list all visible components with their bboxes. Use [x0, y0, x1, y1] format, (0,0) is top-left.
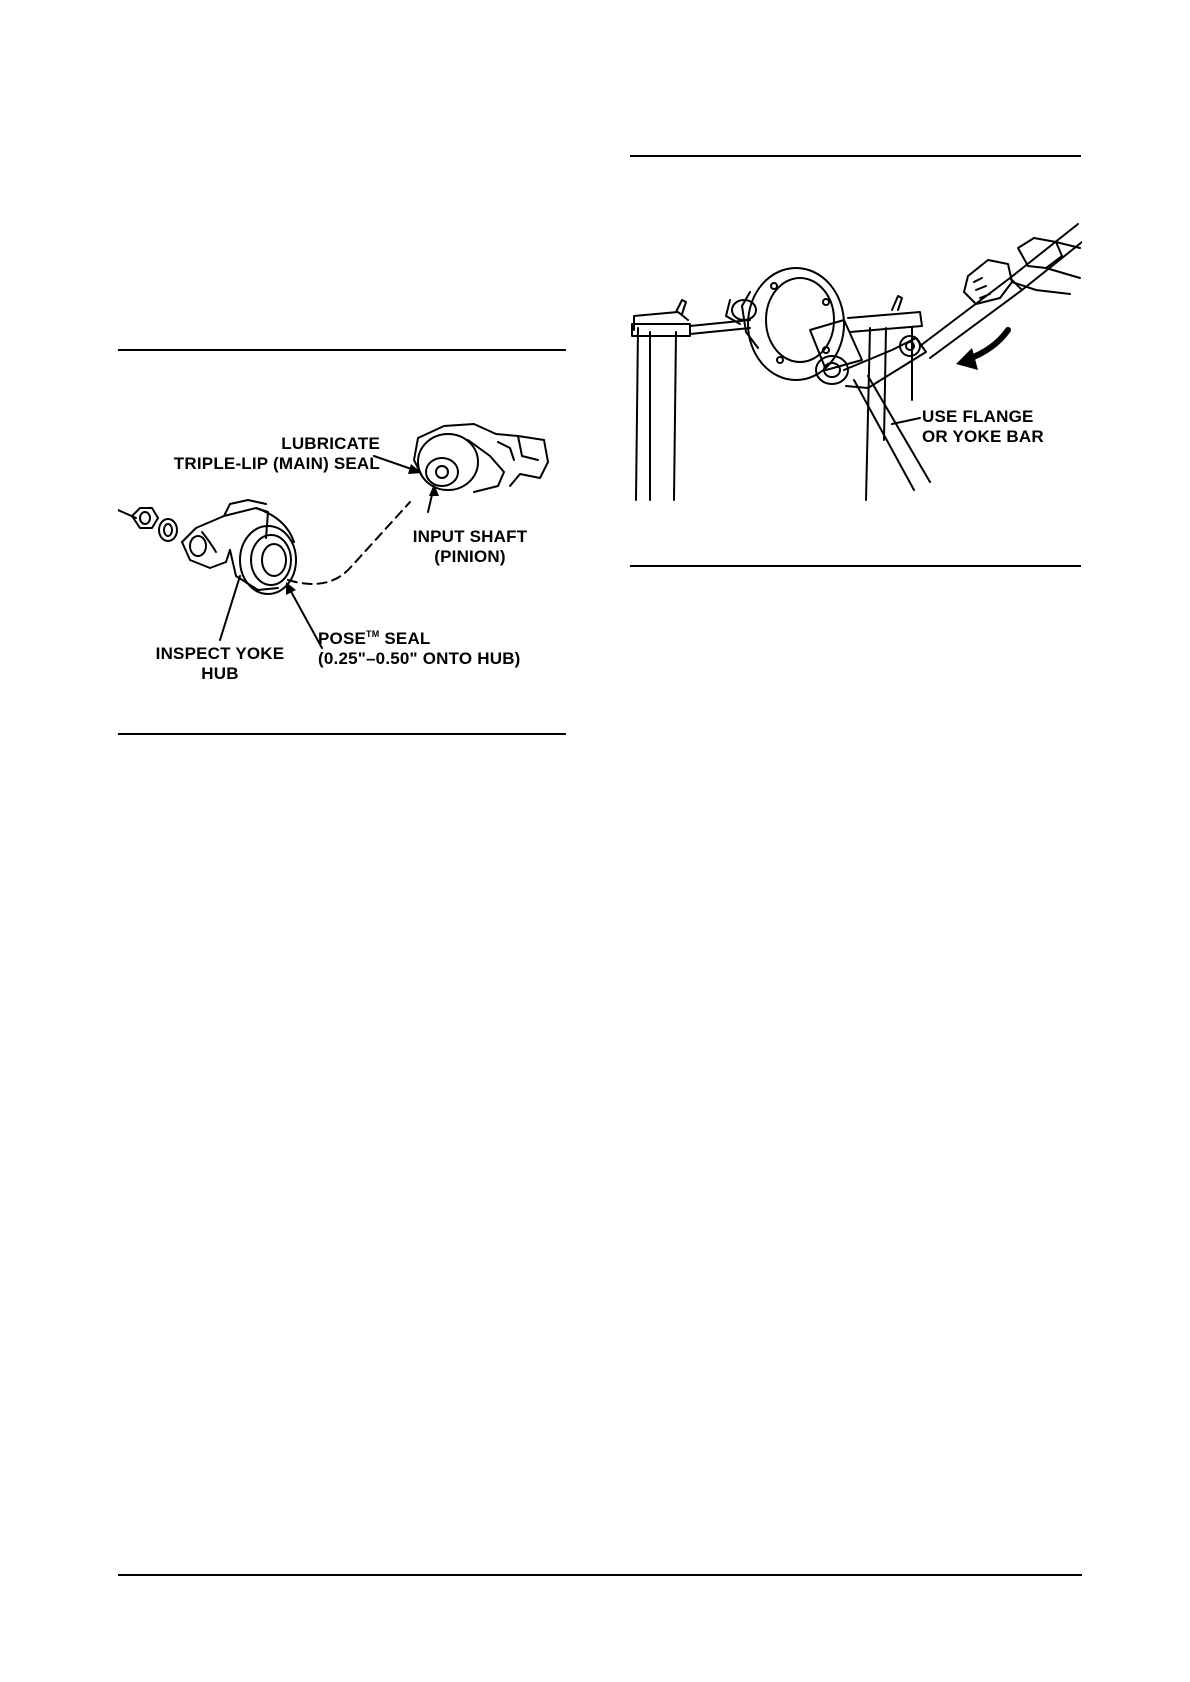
rule-left-bottom: [118, 733, 566, 735]
label-inspect-yoke-hub: [140, 644, 300, 684]
label-input-shaft: [400, 527, 540, 567]
rule-footer: [118, 1574, 1082, 1576]
rule-left-top: [118, 349, 566, 351]
washer-icon: [159, 519, 177, 541]
rotation-arrowhead-icon: [956, 348, 978, 370]
axle-housing-icon: [414, 424, 548, 492]
label-inspect-line1: INSPECT YOKE: [155, 644, 285, 663]
label-pose-line2: (0.25"–0.50" ONTO HUB): [318, 649, 521, 668]
label-bar-line2: OR YOKE BAR: [922, 427, 1044, 446]
dashed-path-icon: [288, 502, 410, 584]
label-inspect-line2: HUB: [201, 664, 239, 683]
label-input-line2: (PINION): [434, 547, 506, 566]
label-bar-line1: USE FLANGE: [922, 407, 1034, 426]
label-pose-seal: [318, 624, 521, 669]
label-lubricate-line2: TRIPLE-LIP (MAIN) SEAL: [173, 454, 380, 473]
hands-icon: [964, 238, 1080, 304]
label-pose-tm: TM: [366, 629, 380, 639]
differential-icon: [726, 268, 844, 380]
rule-right-bottom: [630, 565, 1081, 567]
label-input-line1: INPUT SHAFT: [412, 527, 528, 546]
label-pose-suffix: SEAL: [379, 629, 431, 648]
label-lubricate: [140, 434, 380, 474]
label-pose-name: POSE: [318, 629, 367, 648]
rule-right-top: [630, 155, 1081, 157]
label-use-flange-bar: [922, 407, 1044, 447]
leader-pose-icon: [288, 586, 322, 648]
label-lubricate-line1: LUBRICATE: [281, 434, 380, 453]
leader-bar-icon: [892, 418, 920, 424]
stand-icon: [632, 296, 922, 500]
flange-bar-illustration: [630, 220, 1082, 520]
leader-inspect-icon: [220, 576, 240, 640]
